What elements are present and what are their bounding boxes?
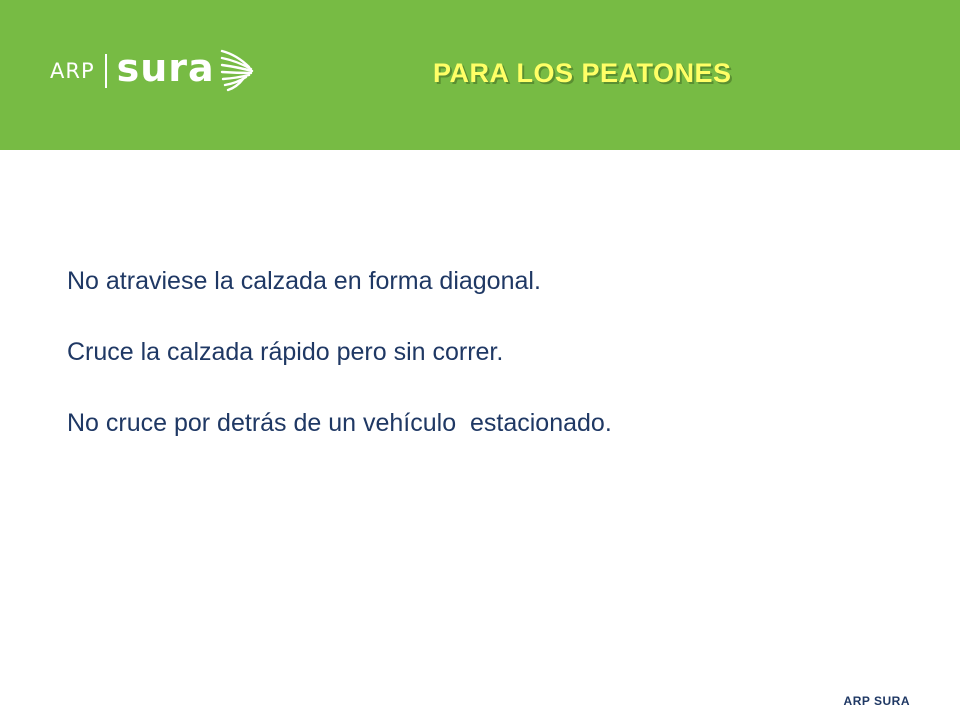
logo-prefix: ARP <box>50 59 95 83</box>
header-banner <box>0 0 960 150</box>
list-item: No cruce por detrás de un vehículo estacionado. <box>67 409 612 437</box>
logo-brand: sura <box>116 46 215 90</box>
page-title: PARA LOS PEATONES <box>433 58 732 88</box>
list-item: Cruce la calzada rápido pero sin correr. <box>67 338 504 366</box>
sura-wing-icon <box>219 45 255 93</box>
footer-label: ARP SURA <box>843 694 910 708</box>
logo-divider <box>105 54 107 88</box>
arp-sura-logo <box>50 46 255 96</box>
tips-list <box>67 262 612 475</box>
list-item: No atraviese la calzada en forma diagonal. <box>67 267 541 295</box>
